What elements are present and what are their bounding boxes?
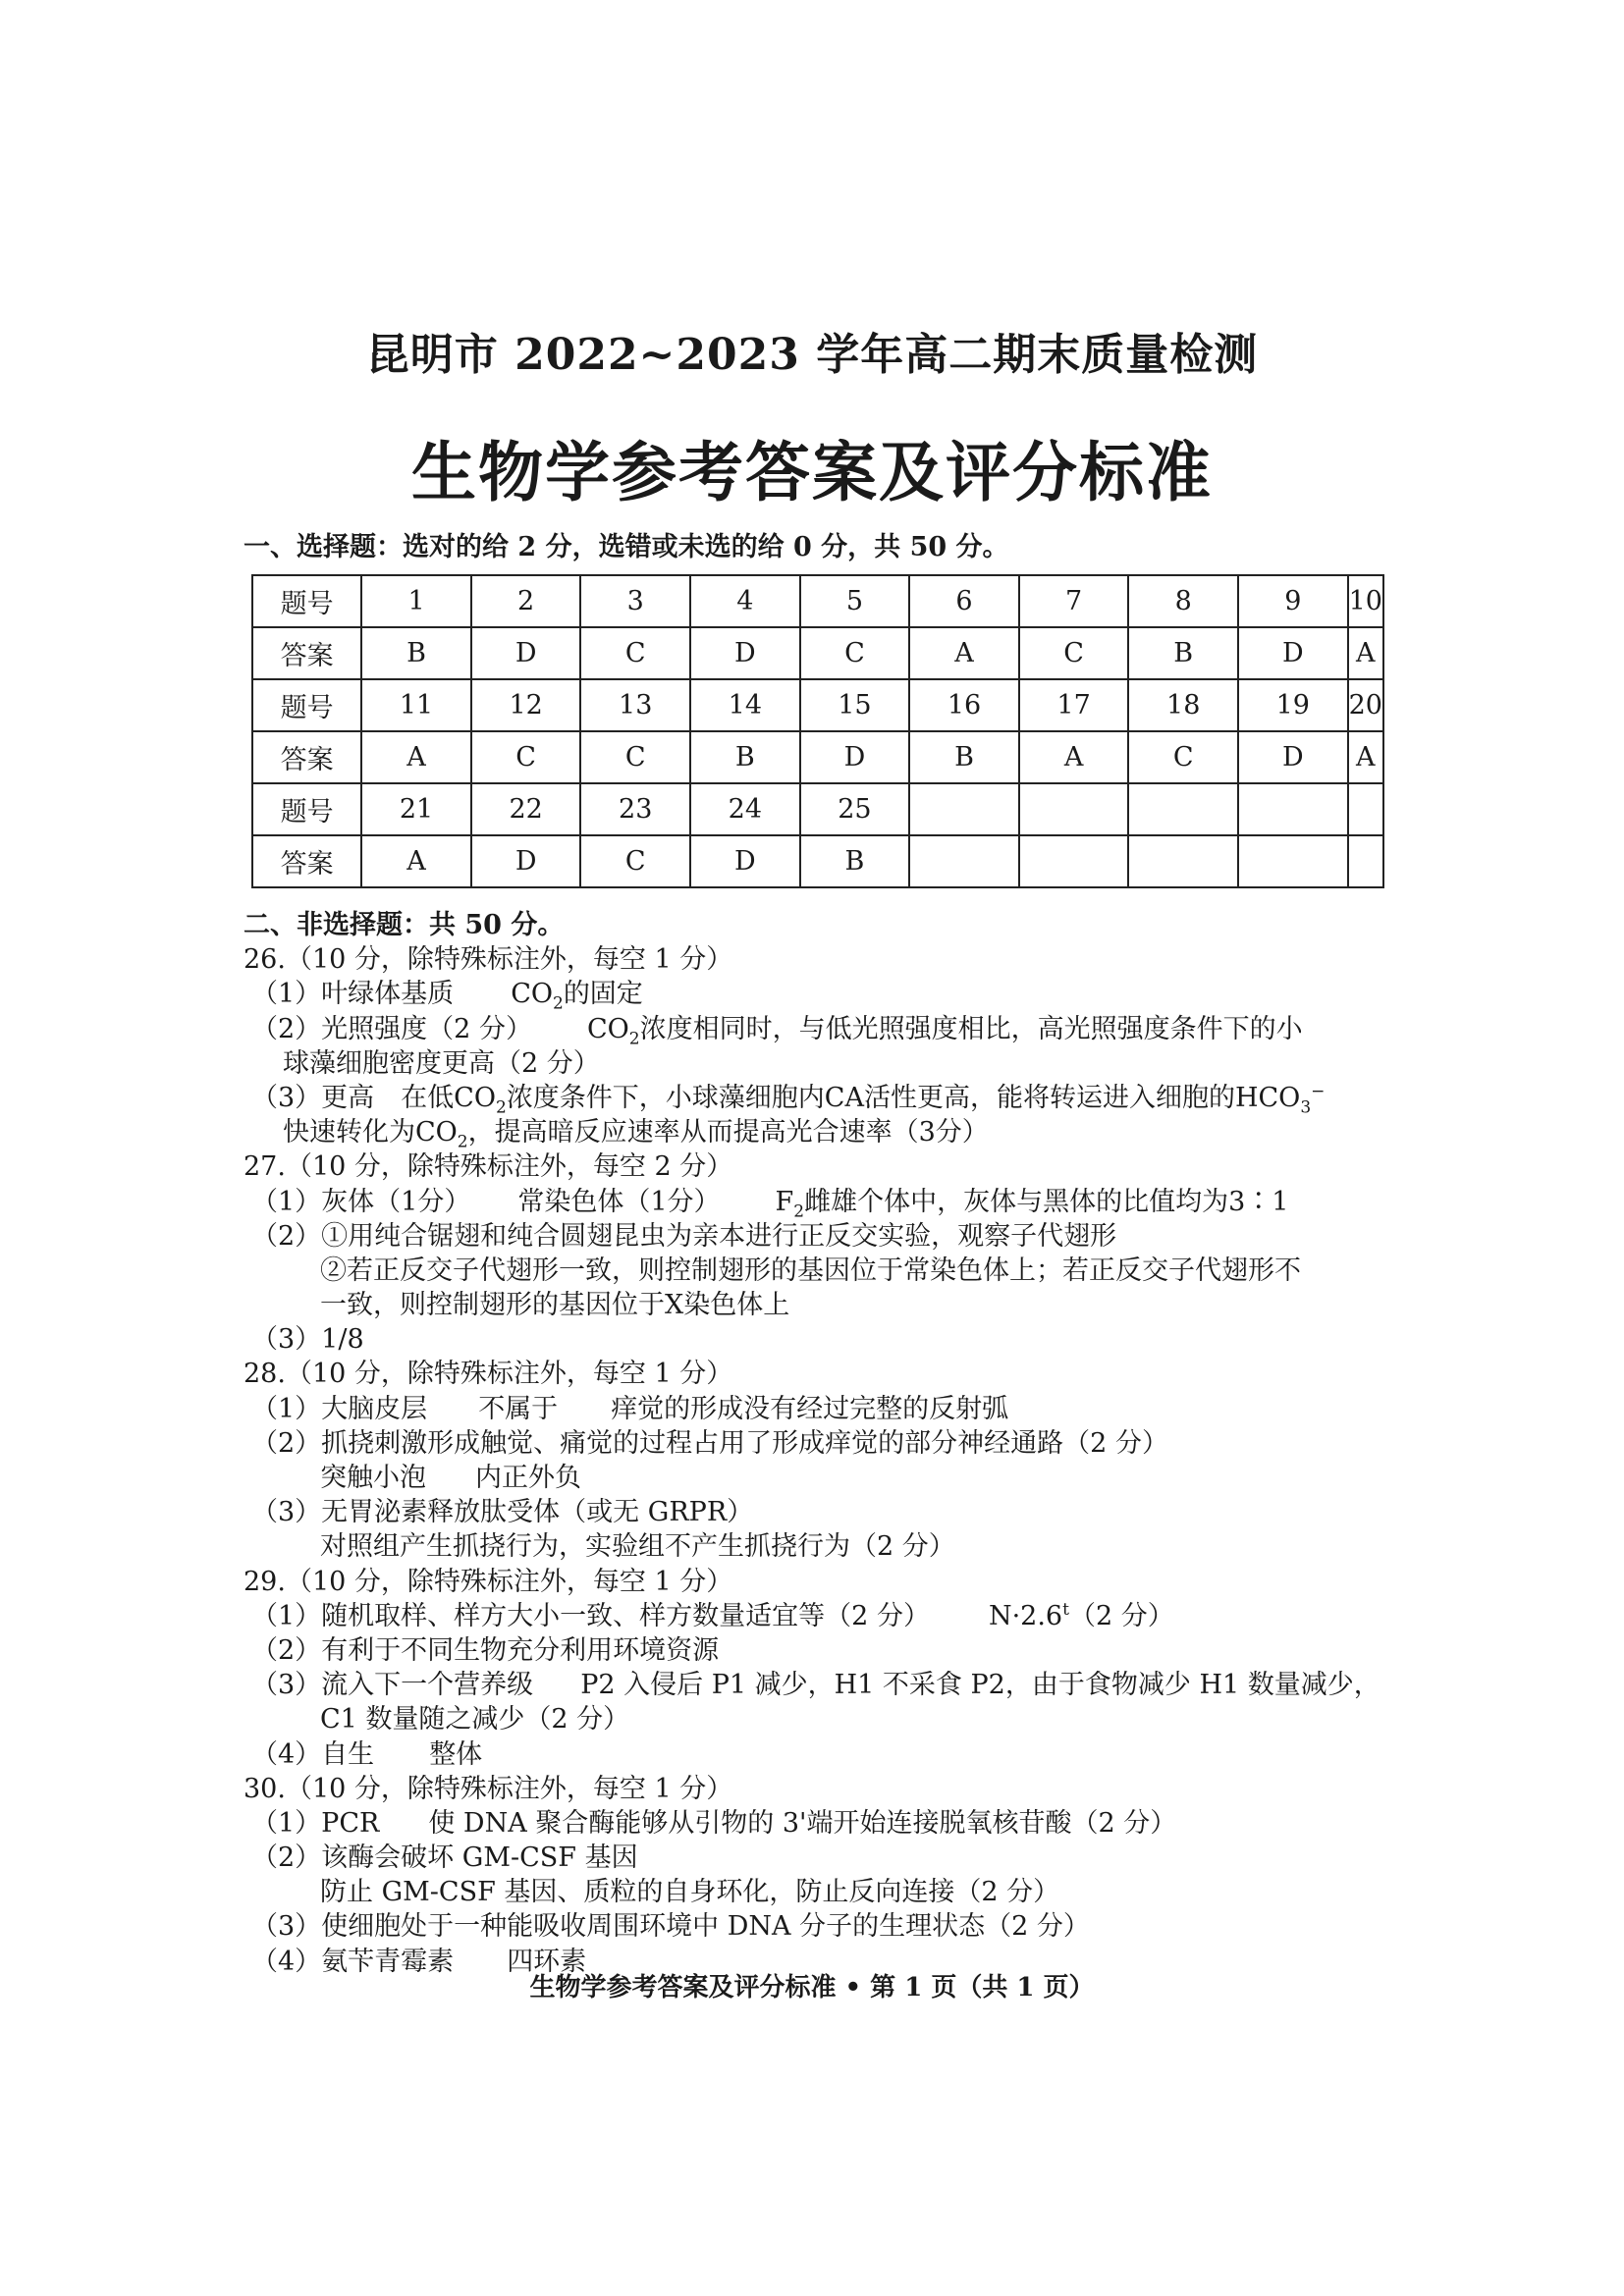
question-number-cell	[1348, 783, 1383, 835]
section2-heading: 二、非选择题：共 50 分。	[244, 910, 565, 940]
row-label: 题号	[252, 679, 361, 731]
question-number-cell: 10	[1348, 575, 1383, 627]
answer-cell: D	[690, 627, 800, 679]
q28-part3-b: 对照组产生抓挠行为，实验组不产生抓挠行为（2 分）	[320, 1531, 955, 1563]
question-number-row	[252, 575, 1383, 627]
question-number-cell: 22	[471, 783, 581, 835]
answer-cell: A	[1348, 627, 1383, 679]
answer-cell: B	[1128, 627, 1238, 679]
question-number-cell: 4	[690, 575, 800, 627]
question-number-cell: 18	[1128, 679, 1238, 731]
q26-part2: （2）光照强度（2 分） $CO_2$浓度相同时，与低光照强度相比，高光照强度条件下的小	[251, 1013, 1303, 1048]
answer-row	[252, 835, 1383, 887]
answer-cell: D	[1238, 731, 1348, 783]
question-number-cell: 23	[580, 783, 690, 835]
answer-cell: C	[471, 731, 581, 783]
answer-cell: D	[1238, 627, 1348, 679]
question-number-cell: 8	[1128, 575, 1238, 627]
question-number-cell	[1128, 783, 1238, 835]
q26-part3: （3）更高 在低$CO_2$浓度条件下，小球藻细胞内CA活性更高，能将转运进入细胞的$HCO_3^-$	[251, 1081, 1326, 1118]
answer-table	[251, 574, 1384, 888]
question-number-cell	[909, 783, 1019, 835]
q26-part2-cont: 球藻细胞密度更高（2 分）	[283, 1047, 600, 1079]
answer-cell: C	[800, 627, 910, 679]
answer-cell: B	[361, 627, 471, 679]
q28-part2-b: 突触小泡 内正外负	[320, 1463, 581, 1493]
answer-cell: A	[909, 627, 1019, 679]
q29-part3: （3）流入下一个营养级 P2 入侵后 P1 减少，H1 不采食 P2，由于食物减少 H1 数量减少，	[251, 1670, 1380, 1701]
question-number-cell: 24	[690, 783, 800, 835]
answer-cell: D	[690, 835, 800, 887]
question-number-cell: 14	[690, 679, 800, 731]
question-number-cell: 6	[909, 575, 1019, 627]
question-number-cell: 3	[580, 575, 690, 627]
answer-cell: A	[361, 731, 471, 783]
q30-part2-b: 防止 GM-CSF 基因、质粒的自身环化，防止反向连接（2 分）	[320, 1877, 1060, 1908]
answer-cell: C	[580, 627, 690, 679]
answer-row	[252, 627, 1383, 679]
document-subtitle: 生物学参考答案及评分标准	[411, 434, 1213, 510]
q30-part4: （4）氨苄青霉素 四环素	[251, 1946, 587, 1977]
section1-heading: 一、选择题：选对的给 2 分，选错或未选的给 0 分，共 50 分。	[244, 532, 1009, 562]
answer-cell: C	[1128, 731, 1238, 783]
answer-cell	[909, 835, 1019, 887]
q27-part2-c: 一致，则控制翅形的基因位于X染色体上	[320, 1290, 790, 1321]
answer-cell	[1019, 835, 1129, 887]
question-number-row	[252, 679, 1383, 731]
q29-part1: （1）随机取样、样方大小一致、样方数量适宜等（2 分） $N\cdot 2.6^t(2$ 分）	[251, 1599, 1174, 1631]
q29-part4: （4）自生 整体	[251, 1738, 483, 1770]
answer-cell: C	[1019, 627, 1129, 679]
row-label: 题号	[252, 783, 361, 835]
question-number-cell: 19	[1238, 679, 1348, 731]
row-label: 答案	[252, 627, 361, 679]
q26-part3-cont: 快速转化为$CO_2$，提高暗反应速率从而提高光合速率（3分）	[283, 1117, 989, 1152]
answer-cell: C	[580, 835, 690, 887]
question-number-cell: 2	[471, 575, 581, 627]
question-number-cell	[1019, 783, 1129, 835]
question-number-cell	[1238, 783, 1348, 835]
exam-title: 昆明市 2022~2023 学年高二期末质量检测	[365, 330, 1259, 380]
q27-part1: （1）灰体（1分） 常染色体（1分） $F_2$雌雄个体中，灰体与黑体的比值均为3∶1	[251, 1186, 1289, 1221]
question-number-cell: 13	[580, 679, 690, 731]
answer-cell: A	[1019, 731, 1129, 783]
answer-cell: D	[471, 627, 581, 679]
question-number-row	[252, 783, 1383, 835]
answer-row	[252, 731, 1383, 783]
q29-part3-b: C1 数量随之减少（2 分）	[320, 1704, 630, 1735]
q29-part2: （2）有利于不同生物充分利用环境资源	[251, 1634, 720, 1666]
question-number-cell: 25	[800, 783, 910, 835]
question-number-cell: 15	[800, 679, 910, 731]
answer-cell: B	[690, 731, 800, 783]
answer-cell	[1128, 835, 1238, 887]
question-number-cell: 16	[909, 679, 1019, 731]
q29-header: 29.（10 分，除特殊标注外，每空 1 分）	[244, 1566, 733, 1597]
question-number-cell: 17	[1019, 679, 1129, 731]
question-number-cell: 5	[800, 575, 910, 627]
row-label: 答案	[252, 731, 361, 783]
answer-cell: A	[1348, 731, 1383, 783]
section2-content	[244, 908, 1392, 1979]
question-number-cell: 9	[1238, 575, 1348, 627]
q27-header: 27.（10 分，除特殊标注外，每空 2 分）	[244, 1151, 733, 1183]
q30-header: 30.（10 分，除特殊标注外，每空 1 分）	[244, 1773, 733, 1804]
answer-cell: B	[800, 835, 910, 887]
q26-part1: （1）叶绿体基质 $CO_2$的固定	[251, 979, 643, 1014]
q28-part1: （1）大脑皮层 不属于 痒觉的形成没有经过完整的反射弧	[251, 1393, 1009, 1424]
answer-cell: D	[800, 731, 910, 783]
question-number-cell: 11	[361, 679, 471, 731]
answer-cell	[1348, 835, 1383, 887]
question-number-cell: 7	[1019, 575, 1129, 627]
q30-part1: （1）PCR 使 DNA 聚合酶能够从引物的 3'端开始连接脱氧核苷酸（2 分）	[251, 1807, 1177, 1839]
question-number-cell: 21	[361, 783, 471, 835]
q30-part2: （2）该酶会破坏 GM-CSF 基因	[251, 1842, 638, 1874]
answer-cell	[1238, 835, 1348, 887]
answer-cell: A	[361, 835, 471, 887]
q28-part2: （2）抓挠刺激形成触觉、痛觉的过程占用了形成痒觉的部分神经通路（2 分）	[251, 1427, 1168, 1459]
question-number-cell: 12	[471, 679, 581, 731]
answer-cell: D	[471, 835, 581, 887]
answer-cell: B	[909, 731, 1019, 783]
q26-header: 26.（10 分，除特殊标注外，每空 1 分）	[244, 944, 733, 976]
q28-header: 28.（10 分，除特殊标注外，每空 1 分）	[244, 1359, 733, 1390]
row-label: 答案	[252, 835, 361, 887]
row-label: 题号	[252, 575, 361, 627]
page-footer: 生物学参考答案及评分标准 • 第 1 页（共 1 页）	[529, 1973, 1095, 2002]
q28-part3: （3）无胃泌素释放肽受体（或无 GRPR）	[251, 1497, 754, 1528]
q27-part2: （2）①用纯合锯翅和纯合圆翅昆虫为亲本进行正反交实验，观察子代翅形	[251, 1220, 1117, 1252]
q27-part2-b: ②若正反交子代翅形一致，则控制翅形的基因位于常染色体上；若正反交子代翅形不	[320, 1255, 1301, 1286]
q30-part3: （3）使细胞处于一种能吸收周围环境中 DNA 分子的生理状态（2 分）	[251, 1911, 1090, 1943]
answer-cell: C	[580, 731, 690, 783]
q27-part3: （3）1/8	[251, 1324, 364, 1356]
question-number-cell: 20	[1348, 679, 1383, 731]
question-number-cell: 1	[361, 575, 471, 627]
